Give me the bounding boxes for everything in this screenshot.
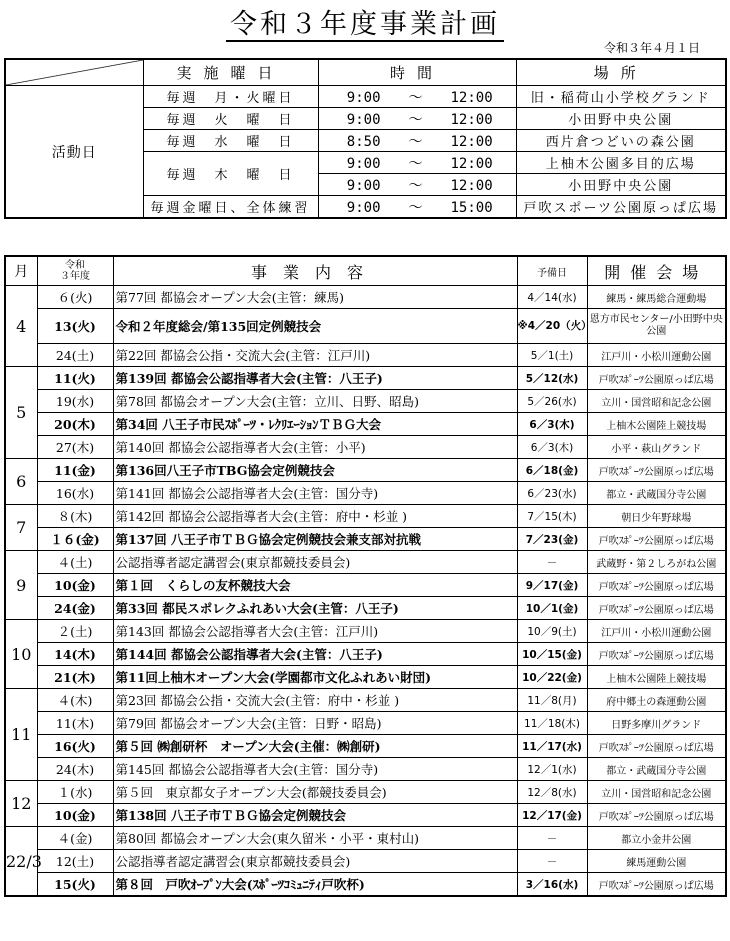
event-title: 第５回 ㈱創研杯 オープン大会(主催：㈱創研) (113, 735, 517, 758)
schedule-row (5, 551, 726, 574)
activity-days: 毎週 木 曜 日 (143, 152, 318, 196)
event-venue: 府中郷土の森運動公園 (587, 689, 726, 712)
reserve-date: 9／17(金) (517, 574, 587, 597)
event-title: 第145回 都協会公認指導者大会(主管：国分寺) (113, 758, 517, 781)
event-venue: 戸吹ｽﾎﾟｰﾂ公園原っぱ広場 (587, 643, 726, 666)
event-venue: 日野多摩川グランド (587, 712, 726, 735)
corner-cell (5, 59, 143, 86)
reserve-date: 12／17(金) (517, 804, 587, 827)
schedule-row (5, 827, 726, 850)
time-separator: ～ (408, 133, 423, 150)
activity-days: 毎週金曜日、全体練習 (143, 196, 318, 219)
event-date: 24(木) (37, 758, 113, 781)
event-venue: 都立小金井公園 (587, 827, 726, 850)
month-cell: 11 (5, 689, 37, 781)
reserve-date: 10／15(金) (517, 643, 587, 666)
event-date: 16(火) (37, 735, 113, 758)
event-venue: 戸吹ｽﾎﾟｰﾂ公園原っぱ広場 (587, 735, 726, 758)
activity-place: 上柚木公園多目的広場 (516, 152, 726, 174)
header-month: 月 (5, 256, 37, 286)
schedule-row (5, 781, 726, 804)
event-title: 第77回 都協会オープン大会(主管：練馬) (113, 286, 517, 309)
schedule-row (5, 505, 726, 528)
month-cell: 6 (5, 459, 37, 505)
reserve-date: 11／18(木) (517, 712, 587, 735)
reserve-date: － (517, 551, 587, 574)
schedule-row (5, 735, 726, 758)
event-date: 15(火) (37, 873, 113, 897)
reserve-date: 4／14(水) (517, 286, 587, 309)
schedule-row (5, 873, 726, 897)
event-date: 14(木) (37, 643, 113, 666)
event-date: ６(火) (37, 286, 113, 309)
header-place: 場所 (516, 59, 726, 86)
activity-place: 西片倉つどいの森公園 (516, 130, 726, 152)
activity-table (4, 58, 727, 219)
event-venue: 練馬・練馬総合運動場 (587, 286, 726, 309)
time-start: 9:00 (346, 177, 381, 194)
time-start: 9:00 (346, 111, 381, 128)
schedule-row (5, 758, 726, 781)
event-title: 第１回 くらしの友杯競技大会 (113, 574, 517, 597)
reserve-date: 10／1(金) (517, 597, 587, 620)
schedule-row (5, 286, 726, 309)
event-title: 令和２年度総会/第135回定例競技会 (113, 309, 517, 344)
event-venue: 戸吹ｽﾎﾟｰﾂ公園原っぱ広場 (587, 528, 726, 551)
event-title: 第137回 八王子市ＴＢＧ協会定例競技会兼支部対抗戦 (113, 528, 517, 551)
schedule-row (5, 666, 726, 689)
event-date: 24(金) (37, 597, 113, 620)
month-cell: 7 (5, 505, 37, 551)
schedule-row (5, 436, 726, 459)
reserve-date: 6／18(金) (517, 459, 587, 482)
time-separator: ～ (408, 155, 423, 172)
reserve-date: 11／17(水) (517, 735, 587, 758)
month-cell: 9 (5, 551, 37, 620)
month-cell: 4 (5, 286, 37, 367)
event-venue: 江戸川・小松川運動公園 (587, 620, 726, 643)
event-date: 10(金) (37, 574, 113, 597)
event-title: 第136回八王子市TBG協会定例競技会 (113, 459, 517, 482)
activity-place: 旧・稲荷山小学校グランド (516, 86, 726, 108)
event-venue: 上柚木公園陸上競技場 (587, 413, 726, 436)
activity-label: 活動日 (5, 86, 143, 219)
event-venue: 戸吹ｽﾎﾟｰﾂ公園原っぱ広場 (587, 873, 726, 897)
header-reserve: 予備日 (517, 256, 587, 286)
reserve-date: 10／22(金) (517, 666, 587, 689)
document-title: 令和３年度事業計画 (0, 2, 730, 41)
reserve-date: － (517, 827, 587, 850)
activity-time (318, 86, 516, 108)
schedule-header-row (5, 256, 726, 286)
event-date: 11(火) (37, 367, 113, 390)
time-separator: ～ (408, 89, 423, 106)
event-date: ４(木) (37, 689, 113, 712)
time-end: 12:00 (450, 89, 493, 106)
schedule-row (5, 367, 726, 390)
event-date: ４(金) (37, 827, 113, 850)
schedule-row (5, 482, 726, 505)
reserve-date: 11／8(月) (517, 689, 587, 712)
event-venue: 朝日少年野球場 (587, 505, 726, 528)
month-cell: 22/3 (5, 827, 37, 897)
reserve-date: 5／26(水) (517, 390, 587, 413)
header-time: 時間 (318, 59, 516, 86)
schedule-row (5, 643, 726, 666)
month-cell: 12 (5, 781, 37, 827)
event-date: 27(木) (37, 436, 113, 459)
event-title: 第22回 都協会公指・交流大会(主管：江戸川) (113, 344, 517, 367)
schedule-row (5, 459, 726, 482)
time-end: 12:00 (450, 155, 493, 172)
activity-time (318, 174, 516, 196)
event-date: １６(金) (37, 528, 113, 551)
event-venue: 戸吹ｽﾎﾟｰﾂ公園原っぱ広場 (587, 459, 726, 482)
month-cell: 5 (5, 367, 37, 459)
event-date: １(水) (37, 781, 113, 804)
reserve-date: 6／3(木) (517, 436, 587, 459)
event-venue: 小平・萩山グランド (587, 436, 726, 459)
activity-place: 小田野中央公園 (516, 174, 726, 196)
event-venue: 練馬運動公園 (587, 850, 726, 873)
reserve-date: 6／23(水) (517, 482, 587, 505)
event-title: 第８回 戸吹ｵｰﾌﾟﾝ大会(ｽﾎﾟｰﾂｺﾐｭﾆﾃｨ戸吹杯) (113, 873, 517, 897)
reserve-date: 3／16(水) (517, 873, 587, 897)
activity-header-row (5, 59, 726, 86)
reserve-date: － (517, 850, 587, 873)
activity-days: 毎週 水 曜 日 (143, 130, 318, 152)
event-title: 第23回 都協会公指・交流大会(主管：府中・杉並 ) (113, 689, 517, 712)
activity-time (318, 196, 516, 219)
header-content: 事業内容 (113, 256, 517, 286)
event-date: 11(木) (37, 712, 113, 735)
activity-place: 戸吹スポーツ公園原っぱ広場 (516, 196, 726, 219)
time-separator: ～ (408, 111, 423, 128)
event-venue: 武蔵野・第２しろがね公園 (587, 551, 726, 574)
event-venue: 恩方市民センター/小田野中央公園 (587, 309, 726, 344)
time-start: 9:00 (346, 199, 381, 216)
time-end: 15:00 (450, 199, 493, 216)
event-title: 第78回 都協会オープン大会(主管：立川、日野、昭島) (113, 390, 517, 413)
event-title: 第34回 八王子市民ｽﾎﾟｰﾂ・ﾚｸﾘｴｰｼｮﾝＴＢＧ大会 (113, 413, 517, 436)
time-start: 9:00 (346, 89, 381, 106)
reserve-date: 5／1(土) (517, 344, 587, 367)
event-title: 第139回 都協会公認指導者大会(主管：八王子) (113, 367, 517, 390)
reserve-date: 7／23(金) (517, 528, 587, 551)
activity-time (318, 130, 516, 152)
schedule-row (5, 528, 726, 551)
activity-row (5, 86, 726, 108)
event-date: 19(水) (37, 390, 113, 413)
event-title: 第143回 都協会公認指導者大会(主管：江戸川) (113, 620, 517, 643)
event-title: 第138回 八王子市ＴＢＧ協会定例競技会 (113, 804, 517, 827)
reserve-date: 10／9(土) (517, 620, 587, 643)
event-title: 第11回上柚木オープン大会(学園都市文化ふれあい財団) (113, 666, 517, 689)
header-year: 令和 ３年度 (37, 256, 113, 286)
schedule-row (5, 620, 726, 643)
time-separator: ～ (408, 177, 423, 194)
event-venue: 都立・武蔵国分寺公園 (587, 758, 726, 781)
reserve-date: 12／8(水) (517, 781, 587, 804)
schedule-row (5, 597, 726, 620)
event-date: 13(火) (37, 309, 113, 344)
event-title: 第142回 都協会公認指導者大会(主管：府中・杉並 ) (113, 505, 517, 528)
event-date: 11(金) (37, 459, 113, 482)
month-cell: 10 (5, 620, 37, 689)
schedule-row (5, 689, 726, 712)
event-date: 16(水) (37, 482, 113, 505)
event-venue: 都立・武蔵国分寺公園 (587, 482, 726, 505)
activity-days: 毎週 火 曜 日 (143, 108, 318, 130)
event-title: 公認指導者認定講習会(東京都競技委員会) (113, 850, 517, 873)
event-title: 第79回 都協会オープン大会(主管：日野・昭島) (113, 712, 517, 735)
schedule-row (5, 804, 726, 827)
event-date: 24(土) (37, 344, 113, 367)
event-title: 第33回 都民スポレクふれあい大会(主管：八王子) (113, 597, 517, 620)
event-title: 第141回 都協会公認指導者大会(主管：国分寺) (113, 482, 517, 505)
schedule-row (5, 574, 726, 597)
header-venue: 開催会場 (587, 256, 726, 286)
event-venue: 立川・国営昭和記念公園 (587, 781, 726, 804)
schedule-row (5, 309, 726, 344)
activity-time (318, 152, 516, 174)
time-end: 12:00 (450, 133, 493, 150)
header-days: 実施曜日 (143, 59, 318, 86)
event-title: 第140回 都協会公認指導者大会(主管：小平) (113, 436, 517, 459)
event-venue: 上柚木公園陸上競技場 (587, 666, 726, 689)
event-date: 21(木) (37, 666, 113, 689)
event-title: 第５回 東京都女子オープン大会(都競技委員会) (113, 781, 517, 804)
event-title: 第144回 都協会公認指導者大会(主管：八王子) (113, 643, 517, 666)
time-start: 9:00 (346, 155, 381, 172)
activity-time (318, 108, 516, 130)
schedule-table (4, 255, 727, 897)
event-venue: 戸吹ｽﾎﾟｰﾂ公園原っぱ広場 (587, 597, 726, 620)
reserve-date: 7／15(木) (517, 505, 587, 528)
event-venue: 戸吹ｽﾎﾟｰﾂ公園原っぱ広場 (587, 574, 726, 597)
event-date: 12(土) (37, 850, 113, 873)
schedule-row (5, 850, 726, 873)
activity-place: 小田野中央公園 (516, 108, 726, 130)
schedule-row (5, 344, 726, 367)
event-date: 20(木) (37, 413, 113, 436)
schedule-row (5, 413, 726, 436)
event-venue: 江戸川・小松川運動公園 (587, 344, 726, 367)
time-separator: ～ (408, 199, 423, 216)
event-date: 10(金) (37, 804, 113, 827)
reserve-date: 6／3(木) (517, 413, 587, 436)
reserve-date: 12／1(水) (517, 758, 587, 781)
reserve-date: 5／12(水) (517, 367, 587, 390)
event-title: 公認指導者認定講習会(東京都競技委員会) (113, 551, 517, 574)
schedule-row (5, 390, 726, 413)
time-start: 8:50 (346, 133, 381, 150)
event-title: 第80回 都協会オープン大会(東久留米・小平・東村山) (113, 827, 517, 850)
event-date: ８(木) (37, 505, 113, 528)
document-date: 令和３年４月１日 (603, 41, 700, 55)
time-end: 12:00 (450, 177, 493, 194)
event-date: ２(土) (37, 620, 113, 643)
schedule-row (5, 712, 726, 735)
event-venue: 戸吹ｽﾎﾟｰﾂ公園原っぱ広場 (587, 367, 726, 390)
event-date: ４(土) (37, 551, 113, 574)
time-end: 12:00 (450, 111, 493, 128)
event-venue: 戸吹ｽﾎﾟｰﾂ公園原っぱ広場 (587, 804, 726, 827)
reserve-date: ※4／20（火） (517, 309, 587, 344)
activity-days: 毎週 月・火曜日 (143, 86, 318, 108)
event-venue: 立川・国営昭和記念公園 (587, 390, 726, 413)
